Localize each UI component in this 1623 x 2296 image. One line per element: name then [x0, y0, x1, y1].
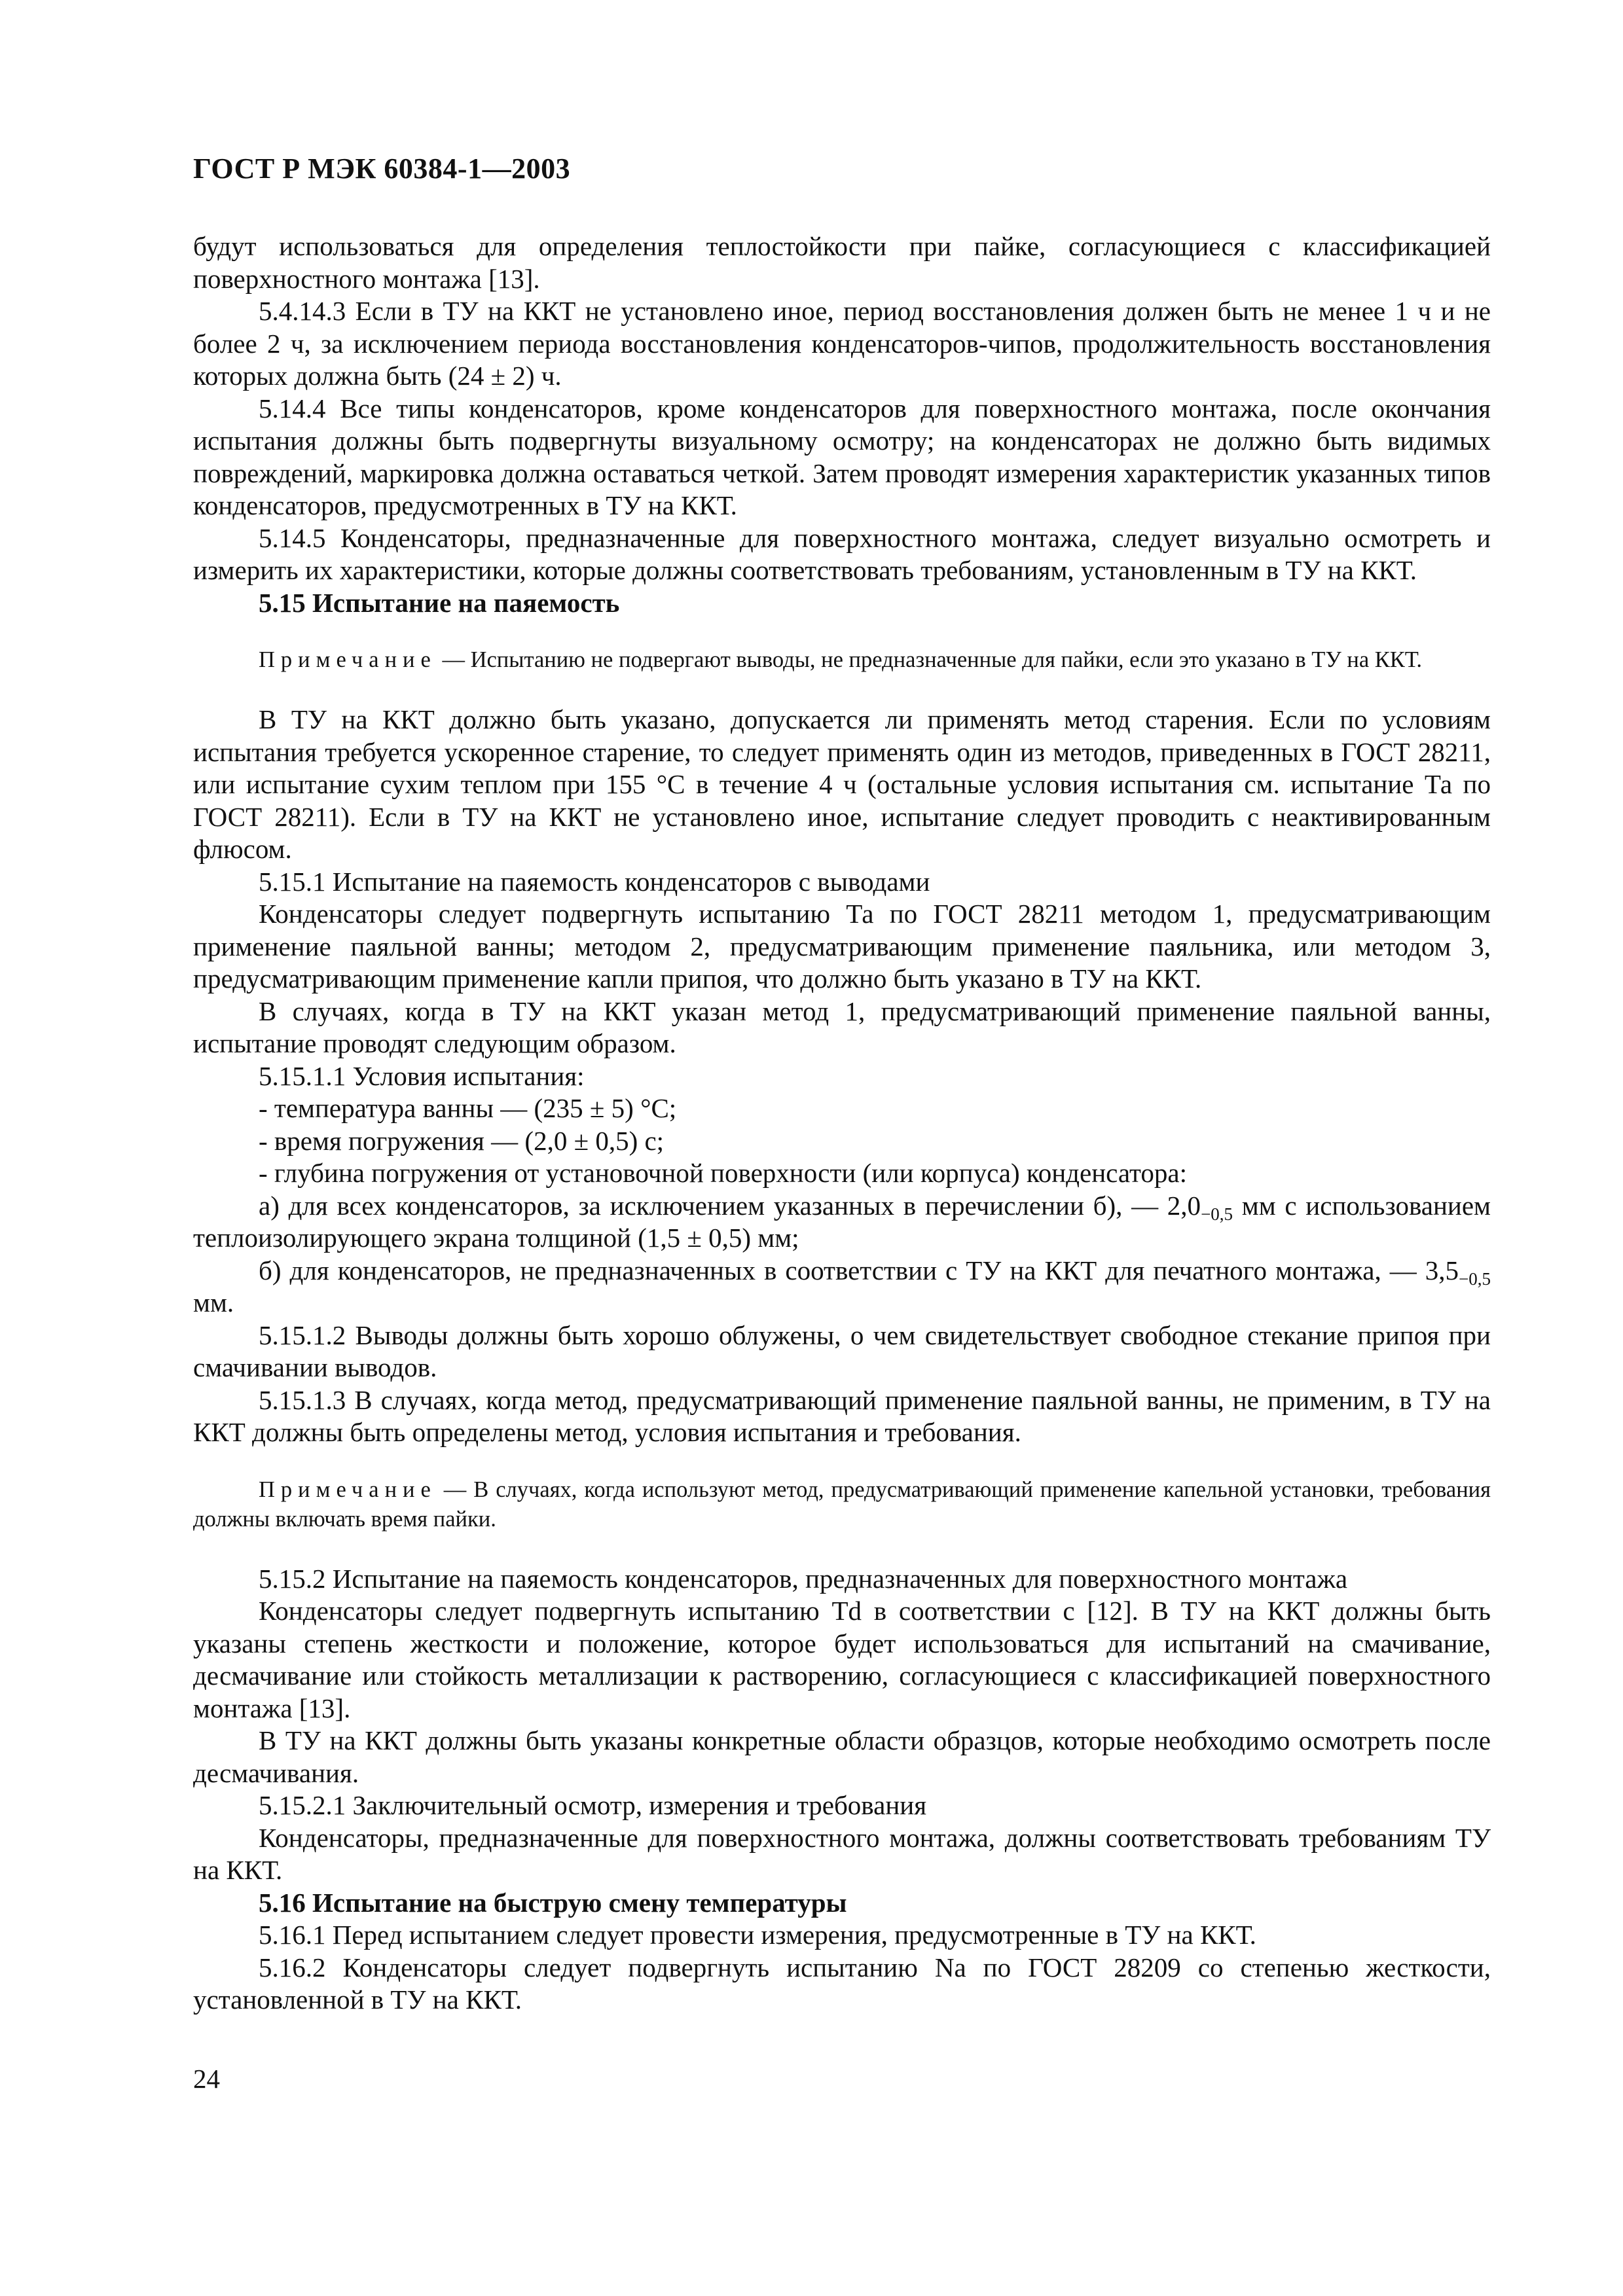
list-item-b	[193, 1255, 1491, 1319]
item-a-text-end: мм с использованием теплоизолирующего экрана толщиной (1,5 ± 0,5) мм;	[193, 1190, 1491, 1253]
paragraph: Конденсаторы, предназначенные для поверхностного монтажа, должны соответствовать требованиям ТУ на ККТ.	[193, 1822, 1491, 1885]
note-label: Примечание	[259, 647, 437, 672]
tolerance-subscript: −0,5	[1201, 1204, 1233, 1224]
paragraph: В ТУ на ККТ должно быть указано, допускается ли применять метод старения. Если по условиям испытания требуется ускоренное старение, то следует применять один из методов, приведенных в ГОСТ 28211, или испытание сухим теплом при 155 °С в течение 4 ч (остальные условия испытания см. испытание Та по ГОСТ 28211). Если в ТУ на ККТ не установлено иное, испытание следует проводить с неактивированным флюсом.	[193, 704, 1491, 864]
paragraph: 5.15.1.1 Условия испытания:	[259, 1060, 585, 1091]
section-heading: 5.15 Испытание на паяемость	[259, 587, 620, 618]
list-item: - глубина погружения от установочной поверхности (или корпуса) конденсатора:	[259, 1158, 1187, 1188]
list-item: - время погружения — (2,0 ± 0,5) с;	[259, 1125, 665, 1156]
spacer	[193, 1449, 1491, 1475]
paragraph: 5.14.5 Конденсаторы, предназначенные для поверхностного монтажа, следует визуально осмотреть и измерить их характеристики, которые должны соответствовать требованиям, установленным в ТУ на ККТ.	[193, 522, 1491, 585]
spacer	[193, 675, 1491, 704]
note-label: Примечание	[259, 1477, 437, 1502]
subsection-title: 5.15.1 Испытание на паяемость конденсаторов с выводами	[259, 866, 930, 897]
note-text: — В случаях, когда используют метод, предусматривающий применение капельной установки, требования должны включать время пайки.	[193, 1477, 1491, 1532]
subsection-title: 5.15.2 Испытание на паяемость конденсаторов, предназначенных для поверхностного монтажа	[259, 1563, 1348, 1594]
paragraph: В ТУ на ККТ должны быть указаны конкретные области образцов, которые необходимо осмотреть после десмачивания.	[193, 1725, 1491, 1788]
paragraph: 5.14.4 Все типы конденсаторов, кроме конденсаторов для поверхностного монтажа, после окончания испытания должны быть подвергнуты визуальному осмотру; на конденсаторах не должно быть видимых повреждений, маркировка должна оставаться четкой. Затем проводят измерения характеристик указанных типов конденсаторов, предусмотренных в ТУ на ККТ.	[193, 393, 1491, 520]
paragraph: будут использоваться для определения теплостойкости при пайке, согласующиеся с классификацией поверхностного монтажа [13].	[193, 231, 1491, 294]
spacer	[193, 619, 1491, 645]
section-heading: 5.16 Испытание на быструю смену температуры	[259, 1887, 847, 1918]
page-header: ГОСТ Р МЭК 60384-1—2003	[193, 152, 571, 185]
note	[193, 645, 1491, 675]
tolerance-subscript: −0,5	[1459, 1268, 1491, 1289]
paragraph: Конденсаторы следует подвергнуть испытанию Td в соответствии с [12]. В ТУ на ККТ должны быть указаны степень жесткости и положение, которое будет использоваться для испытаний на смачивание, десмачивание или стойкость металлизации к растворению, согласующиеся с классификацией поверхностного монтажа [13].	[193, 1596, 1491, 1723]
spacer	[193, 1534, 1491, 1563]
paragraph: 5.16.1 Перед испытанием следует провести измерения, предусмотренные в ТУ на ККТ.	[259, 1920, 1256, 1950]
paragraph: 5.15.1.3 В случаях, когда метод, предусматривающий применение паяльной ванны, не применим, в ТУ на ККТ должны быть определены метод, условия испытания и требования.	[193, 1384, 1491, 1447]
item-b-text: б) для конденсаторов, не предназначенных в соответствии с ТУ на ККТ для печатного монтажа, — 3,5	[259, 1255, 1459, 1285]
note-text: — Испытанию не подвергают выводы, не предназначенные для пайки, если это указано в ТУ на ККТ.	[436, 647, 1423, 672]
subsection-title: 5.15.2.1 Заключительный осмотр, измерения и требования	[259, 1790, 927, 1820]
list-item: - температура ванны — (235 ± 5) °С;	[259, 1093, 677, 1123]
paragraph: 5.4.14.3 Если в ТУ на ККТ не установлено иное, период восстановления должен быть не менее 1 ч и не более 2 ч, за исключением периода восстановления конденсаторов-чипов, продолжительность восстановления которых должна быть (24 ± 2) ч.	[193, 296, 1491, 391]
paragraph: 5.16.2 Конденсаторы следует подвергнуть испытанию Na по ГОСТ 28209 со степенью жесткости, установленной в ТУ на ККТ.	[193, 1952, 1491, 2015]
item-a-text: а) для всех конденсаторов, за исключением указанных в перечислении б), — 2,0	[259, 1190, 1201, 1221]
page-number: 24	[193, 2064, 220, 2094]
note	[193, 1475, 1491, 1534]
paragraph: 5.15.1.2 Выводы должны быть хорошо облужены, о чем свидетельствует свободное стекание припоя при смачивании выводов.	[193, 1319, 1491, 1382]
list-item-a	[193, 1190, 1491, 1255]
paragraph: В случаях, когда в ТУ на ККТ указан метод 1, предусматривающий применение паяльной ванны, испытание проводят следующим образом.	[193, 996, 1491, 1058]
paragraph: Конденсаторы следует подвергнуть испытанию Та по ГОСТ 28211 методом 1, предусматривающим применение паяльной ванны; методом 2, предусматривающим применение паяльника, или методом 3, предусматривающим применение капли припоя, что должно быть указано в ТУ на ККТ.	[193, 899, 1491, 994]
item-b-text-end: мм.	[193, 1287, 234, 1318]
document-body	[193, 230, 1491, 2017]
